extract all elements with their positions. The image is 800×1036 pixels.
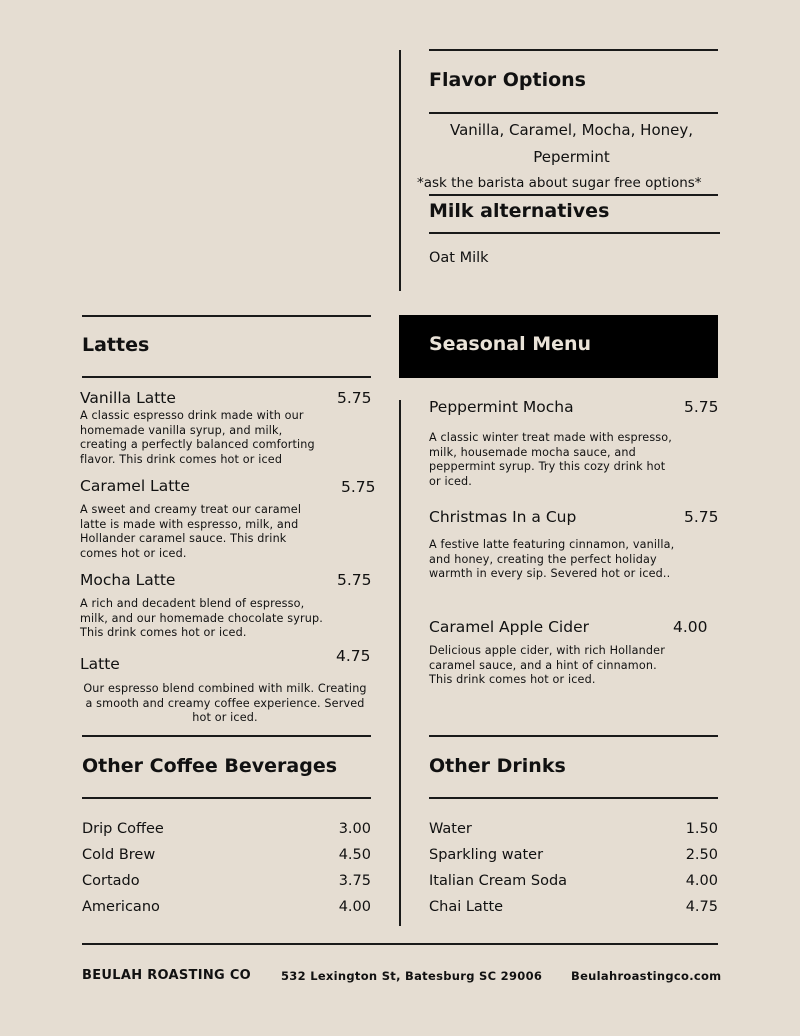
seasonal-item-name: Peppermint Mocha xyxy=(429,398,574,416)
rule xyxy=(429,112,718,114)
drink-row-name: Sparkling water xyxy=(429,847,544,863)
rule xyxy=(82,797,371,799)
coffee-row-price: 3.75 xyxy=(338,873,371,889)
latte-item-name: Mocha Latte xyxy=(80,571,176,589)
rule xyxy=(82,315,371,317)
footer-address: 532 Lexington St, Batesburg SC 29006 xyxy=(281,969,543,983)
coffee-row-name: Cortado xyxy=(82,873,140,889)
latte-item-name: Vanilla Latte xyxy=(80,389,176,407)
latte-item-price: 5.75 xyxy=(337,571,372,589)
divider-middle xyxy=(399,400,401,926)
seasonal-header xyxy=(399,315,718,378)
milk-option: Oat Milk xyxy=(429,250,489,266)
seasonal-item-price: 5.75 xyxy=(684,398,719,416)
other-drinks-heading: Other Drinks xyxy=(429,755,566,777)
coffee-row-price: 4.00 xyxy=(338,899,371,915)
rule xyxy=(429,194,718,196)
drink-row-price: 4.00 xyxy=(685,873,718,889)
milk-heading: Milk alternatives xyxy=(429,200,610,222)
latte-item-name: Latte xyxy=(80,655,120,673)
coffee-row-name: Cold Brew xyxy=(82,847,156,863)
drink-row-price: 1.50 xyxy=(685,821,718,837)
seasonal-item-desc: Delicious apple cider, with rich Hollander caramel sauce, and a hint of cinnamon. This drink comes hot or iced. xyxy=(429,644,665,687)
rule xyxy=(429,797,718,799)
latte-item-desc: A classic espresso drink made with our homemade vanilla syrup, and milk, creating a perfectly balanced comforting flavor. This drink comes hot or iced xyxy=(80,409,315,466)
lattes-heading: Lattes xyxy=(82,334,150,356)
drink-row-name: Chai Latte xyxy=(429,899,504,915)
coffee-row-price: 3.00 xyxy=(338,821,371,837)
flavor-list-line2: Pepermint xyxy=(533,148,610,166)
coffee-row-name: Americano xyxy=(82,899,160,915)
footer-rule xyxy=(82,943,718,945)
rule xyxy=(429,735,718,737)
latte-item-price: 4.75 xyxy=(336,647,371,665)
latte-item-price: 5.75 xyxy=(341,478,376,496)
coffee-row-price: 4.50 xyxy=(338,847,371,863)
seasonal-item-price: 5.75 xyxy=(684,508,719,526)
seasonal-heading: Seasonal Menu xyxy=(429,333,592,355)
footer-website[interactable]: Beulahroastingco.com xyxy=(571,969,722,983)
latte-item-desc: A rich and decadent blend of espresso, milk, and our homemade chocolate syrup. This drink comes hot or iced. xyxy=(80,597,323,640)
rule xyxy=(429,49,718,51)
rule xyxy=(82,376,371,378)
flavor-heading: Flavor Options xyxy=(429,69,586,91)
drink-row-name: Italian Cream Soda xyxy=(429,873,568,889)
latte-item-name: Caramel Latte xyxy=(80,477,190,495)
rule xyxy=(82,735,371,737)
seasonal-item-name: Caramel Apple Cider xyxy=(429,618,589,636)
latte-item-price: 5.75 xyxy=(337,389,372,407)
seasonal-item-price: 4.00 xyxy=(673,618,708,636)
drink-row-price: 2.50 xyxy=(685,847,718,863)
rule xyxy=(429,232,720,234)
seasonal-item-name: Christmas In a Cup xyxy=(429,508,577,526)
sugar-free-note: *ask the barista about sugar free options* xyxy=(417,175,702,191)
latte-item-desc: Our espresso blend combined with milk. Creating a smooth and creamy coffee experience. Served hot or iced. xyxy=(83,682,367,725)
flavor-list-line1: Vanilla, Caramel, Mocha, Honey, xyxy=(449,121,694,139)
other-coffee-heading: Other Coffee Beverages xyxy=(82,755,338,777)
divider-top xyxy=(399,50,401,291)
drink-row-name: Water xyxy=(429,821,472,837)
seasonal-item-desc: A festive latte featuring cinnamon, vanilla, and honey, creating the perfect holiday warmth in every sip. Severed hot or iced.. xyxy=(429,538,675,581)
latte-item-desc: A sweet and creamy treat our caramel latte is made with espresso, milk, and Hollander caramel sauce. This drink comes hot or iced. xyxy=(80,503,302,560)
coffee-row-name: Drip Coffee xyxy=(82,821,164,837)
drink-row-price: 4.75 xyxy=(685,899,718,915)
footer-brand: BEULAH ROASTING CO xyxy=(82,968,252,983)
seasonal-item-desc: A classic winter treat made with espresso, milk, housemade mocha sauce, and peppermint syrup. Try this cozy drink hot or iced. xyxy=(429,431,672,488)
